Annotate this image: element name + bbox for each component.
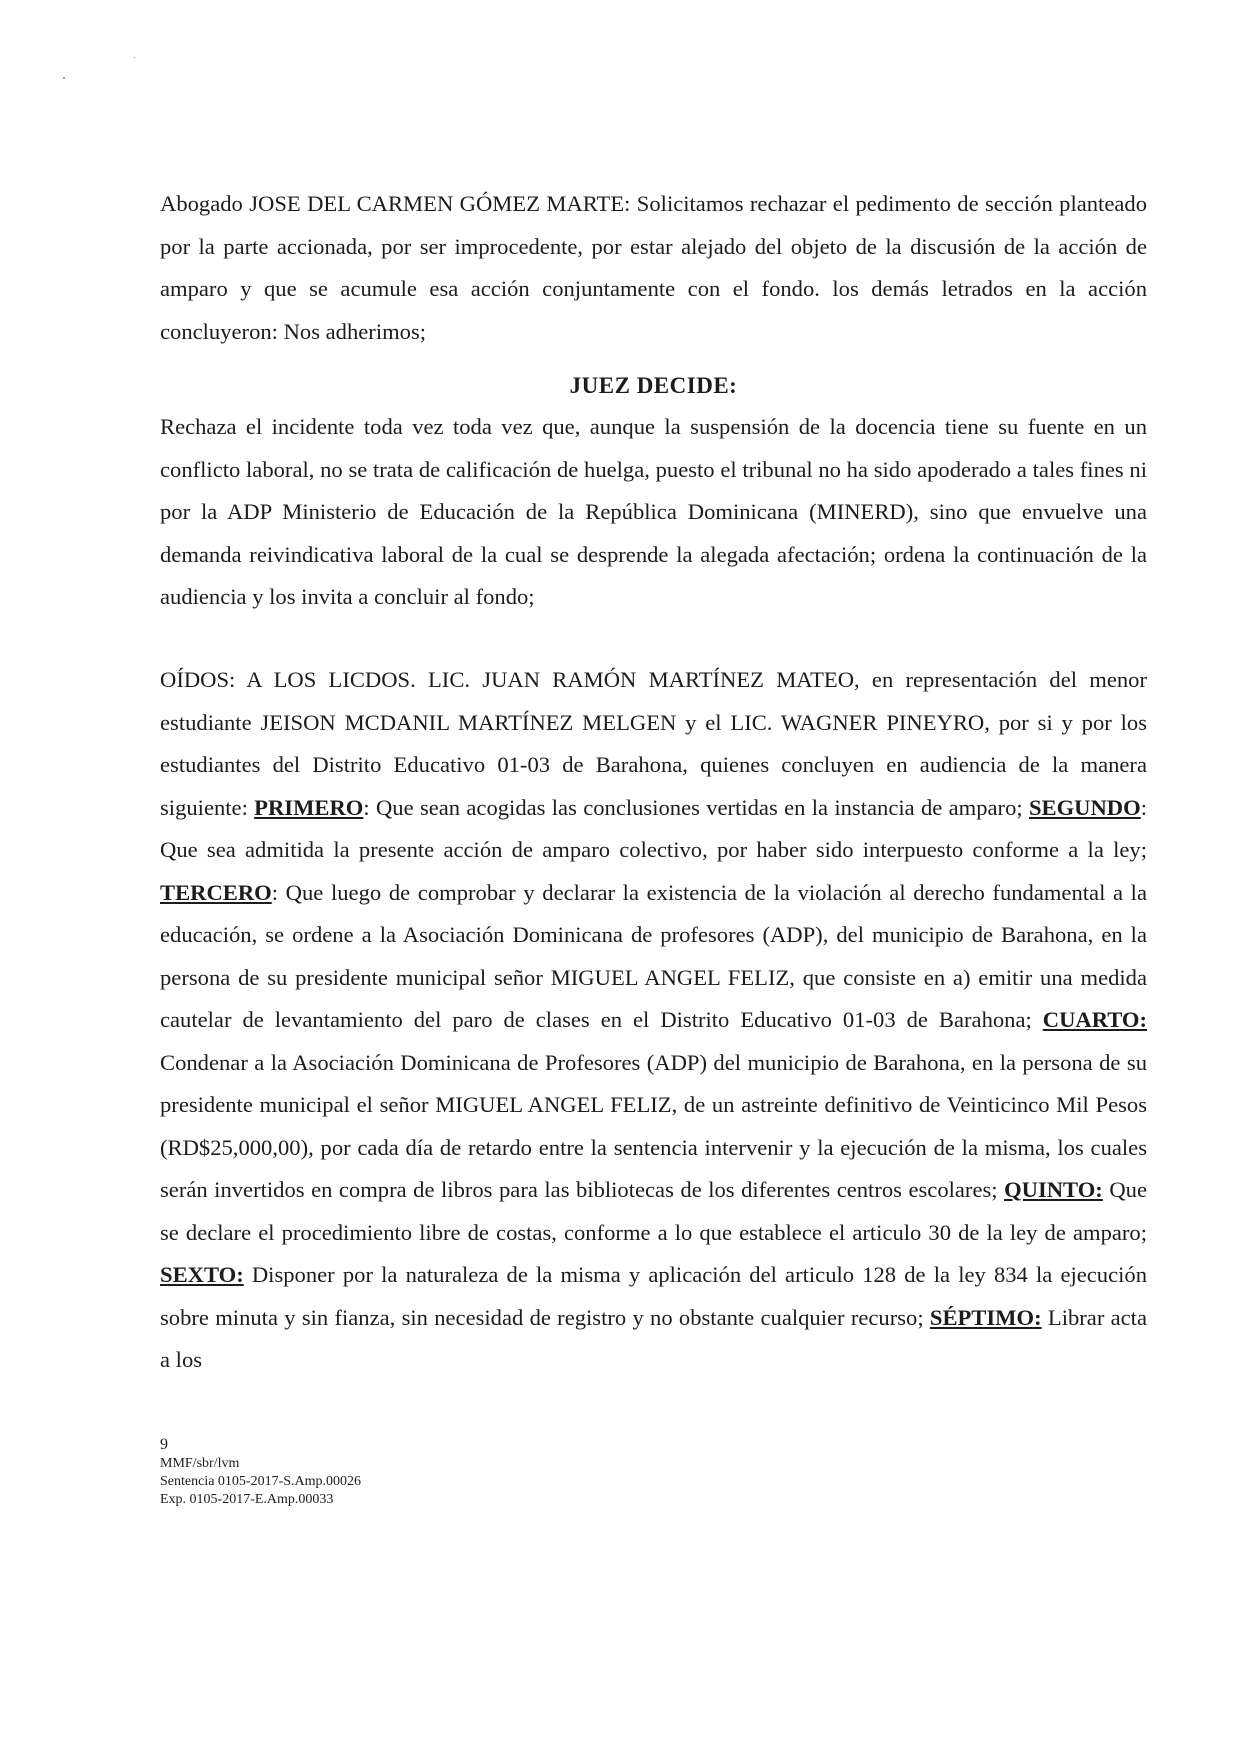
scan-speck (134, 57, 135, 58)
paragraph-decision: Rechaza el incidente toda vez toda vez que, aunque la suspensión de la docencia tiene su fuente en un conflicto laboral, no se trata de calificación de huelga, puesto el tribunal no ha sido apoderado a tales fines ni por la ADP Ministerio de Educación de la República Dominicana (MINERD), sino que envuelve una demanda reivindicativa laboral de la cual se desprende la alegada afectación; ordena la continuación de la audiencia y los invita a concluir al fondo; (160, 414, 1147, 609)
footer-sentencia: Sentencia 0105-2017-S.Amp.00026 (160, 1474, 362, 1489)
text-primero: : Que sean acogidas las conclusiones vertidas en la instancia de amparo; (363, 794, 1029, 820)
text-cuarto: Condenar a la Asociación Dominicana de Profesores (ADP) del municipio de Barahona, en la persona de su presidente municipal el señor MIGUEL ANGEL FELIZ, de un astreinte definitivo de Veinticinco Mil Pesos (RD$25,000,00), por cada día de retardo entre la sentencia intervenir y la ejecución de la misma, los cuales serán invertidos en compra de libros para las bibliotecas de los diferentes centros escolares; (160, 1049, 1147, 1202)
oidos-intro: OÍDOS: A LOS LICDOS. LIC. JUAN RAMÓN MARTÍNEZ MATEO, en representación del menor estudiante JEISON MCDANIL MARTÍNEZ MELGEN y el LIC. WAGNER PINEYRO, por si y por los estudiantes del Distrito Educativo 01-03 de Barahona, quienes concluyen en audiencia de la manera siguiente: (160, 667, 1147, 820)
text-segundo: : Que sea admitida la presente acción de amparo colectivo, por haber sido interpuesto conforme a la ley; (160, 794, 1147, 862)
paragraph-oidos (160, 659, 1147, 1382)
paragraph-gomez-marte: Abogado JOSE DEL CARMEN GÓMEZ MARTE: Solicitamos rechazar el pedimento de sección planteado por la parte accionada, por ser improcedente, por estar alejado del objeto de la discusión de la acción de amparo y que se acumule esa acción conjuntamente con el fondo. los demás letrados en la acción concluyeron: Nos adherimos; (160, 191, 1147, 344)
label-tercero: TERCERO (160, 879, 272, 905)
footer-initials: MMF/sbr/lvm (160, 1456, 240, 1471)
label-cuarto: CUARTO: (1042, 1007, 1147, 1032)
text-quinto: Que se declare el procedimiento libre de costas, conforme a lo que establece el articulo 30 de la ley de amparo; (160, 1177, 1147, 1245)
label-sexto: SEXTO: (160, 1262, 244, 1287)
label-quinto: QUINTO: (1004, 1177, 1103, 1202)
label-septimo: SÉPTIMO: (929, 1304, 1042, 1330)
scan-speck (63, 77, 65, 79)
footer-expediente: Exp. 0105-2017-E.Amp.00033 (160, 1492, 334, 1507)
heading-juez-decide: JUEZ DECIDE: (569, 373, 738, 398)
text-septimo: Librar acta a los (160, 1304, 1147, 1372)
page-number: 9 (160, 1436, 168, 1453)
page-footer (160, 1435, 361, 1509)
text-sexto: Disponer por la naturaleza de la misma y aplicación del articulo 128 de la ley 834 la ejecución sobre minuta y sin fianza, sin necesidad de registro y no obstante cualquier recurso; (160, 1262, 1147, 1330)
text-tercero: : Que luego de comprobar y declarar la existencia de la violación al derecho fundamental a la educación, se ordene a la Asociación Dominicana de profesores (ADP), del municipio de Barahona, en la persona de su presidente municipal señor MIGUEL ANGEL FELIZ, que consiste en a) emitir una medida cautelar de levantamiento del paro de clases en el Distrito Educativo 01-03 de Barahona; (160, 879, 1147, 1032)
label-segundo: SEGUNDO (1028, 794, 1141, 820)
label-primero: PRIMERO (254, 794, 364, 820)
